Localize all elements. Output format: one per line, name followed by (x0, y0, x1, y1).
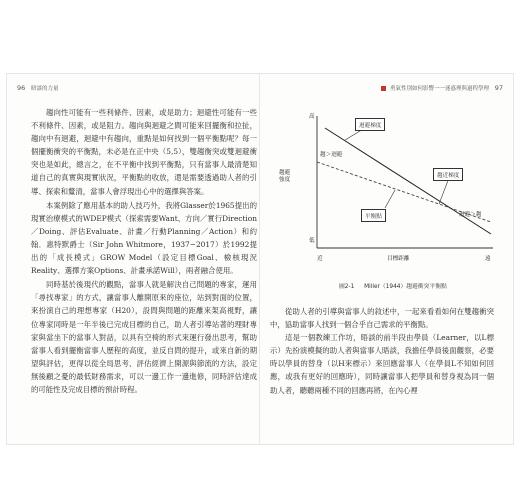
left-paragraph: 同時基於後現代的觀點，當事人就是解決自己問題的專家，運用「尋找專家」的方式，讓當事人離開原來的座位，站到對面的位置，來扮演自己的理想專家（H20），設問與問題的距離來架高視野，讓位專家同時是一年半後已完成目標的自己，助人者引導站著的理財專家與當坐下的當事人對話，以具有空椅的形式來運行發出思考，幫助當事人看到擺衡當事人歷程的高度，並反自問的提升，或來自新的期望與評估，更得以從全局思考、評估經濟上開源與節流的方法，設定無後顧之憂的最低財務需求，可以一邊工作一邊進修，同時評估達成的可能性及完成目標的預計時程。 (31, 280, 257, 394)
chapter-mark-icon (381, 86, 386, 91)
x-axis-label: 目標距離 (387, 256, 410, 262)
left-paragraph: 本案例除了應用基本的助人技巧外，我將Glasser於1965提出的現實治療模式的WDEP模式（探索需要Want、方向／實行Direction／Doing、評估Evaluate、計畫／行動Planning／Action）和約翰．惠特默爵士（Sir John Whitmore，1937−2017）於1992提出的「成長模式」GROW Model（設定目標Goal、檢核現況Reality、選擇方案Options、計畫承諾Will），兩者融合使用。 (31, 200, 257, 276)
left-paragraph: 趨向性可能有一些利條件、因素，或是助力；迴避性可能有一些不利條件、因素，或是阻力。趨向與迴避之間可能來回擺衡和拉扯，趨向中有迴避，迴避中有趨向，重點是如何找到一個平衡點呢？每一個擺衡衝突的平衡點，未必是在正中央（5,5），雙趨衡突或雙迴避衝突也是如此，總言之，在不平衡中找到平衡點，只有當事人最清楚知道自己的真實與現實狀況，平衡點的收放，還是需要透過助人者的引導、探索和釐清，當事人會浮現出心中的選擇與答案。 (31, 108, 257, 196)
y-high-label: 高 (309, 114, 315, 120)
diagram-lines (279, 110, 499, 270)
x-near-label: 近 (317, 256, 323, 262)
avoid-gt-approach-label: 迴避＞趨 (459, 212, 482, 218)
figure-title: Miller（1944）趨避衝突平衡點 (364, 284, 447, 290)
left-page-number: 96 (17, 84, 26, 92)
left-body-text (31, 106, 257, 396)
left-running-head: 晤談的力量 (31, 86, 59, 92)
book-gutter (259, 74, 260, 444)
balance-point-box: 平衡點 (361, 209, 386, 222)
right-page-number: 97 (494, 84, 503, 92)
right-running-head: 勇氣性別如何影響一一迷惑理與過程學理 (389, 86, 489, 92)
figure-caption (339, 281, 447, 290)
figure-number: 圖2-1 (339, 284, 355, 290)
balance-pointer (385, 190, 395, 208)
right-body-text (270, 305, 494, 397)
left-running-header (17, 84, 59, 92)
approach-gt-avoid-label: 趨＞迴避 (320, 152, 343, 158)
approach-gradient-box: 趨近梯度 (433, 168, 463, 181)
right-running-header (381, 84, 503, 92)
right-paragraph: 從助人者的引導與當事人的敘述中，一起來看看如何在雙趨衝突中，協助當事人找到一個合乎自己需求的平衡點。 (270, 307, 494, 330)
y-axis-label: 趨避強度 (279, 170, 291, 183)
avoidance-gradient-line (325, 128, 491, 234)
approach-box-pointer (439, 178, 449, 204)
right-paragraph: 這是一個教練工作坊，晤談的前半段由學員（Learner，以L標示）先扮演模擬的助人者與當事人晤談，我擔任學員後面觀察，必要時以學員的替身（以H來標示）來回應當事人（在學員L不知如何回應，或我有更好的回應時），同時讓當事人把學員和替身視為同一個助人者，聽聽兩種不同的回應再將，在內心裡 (270, 333, 494, 395)
x-far-label: 遠 (485, 256, 491, 262)
approach-avoidance-diagram (279, 110, 499, 270)
y-low-label: 低 (309, 238, 315, 244)
avoid-gradient-box: 迴避梯度 (355, 118, 385, 131)
